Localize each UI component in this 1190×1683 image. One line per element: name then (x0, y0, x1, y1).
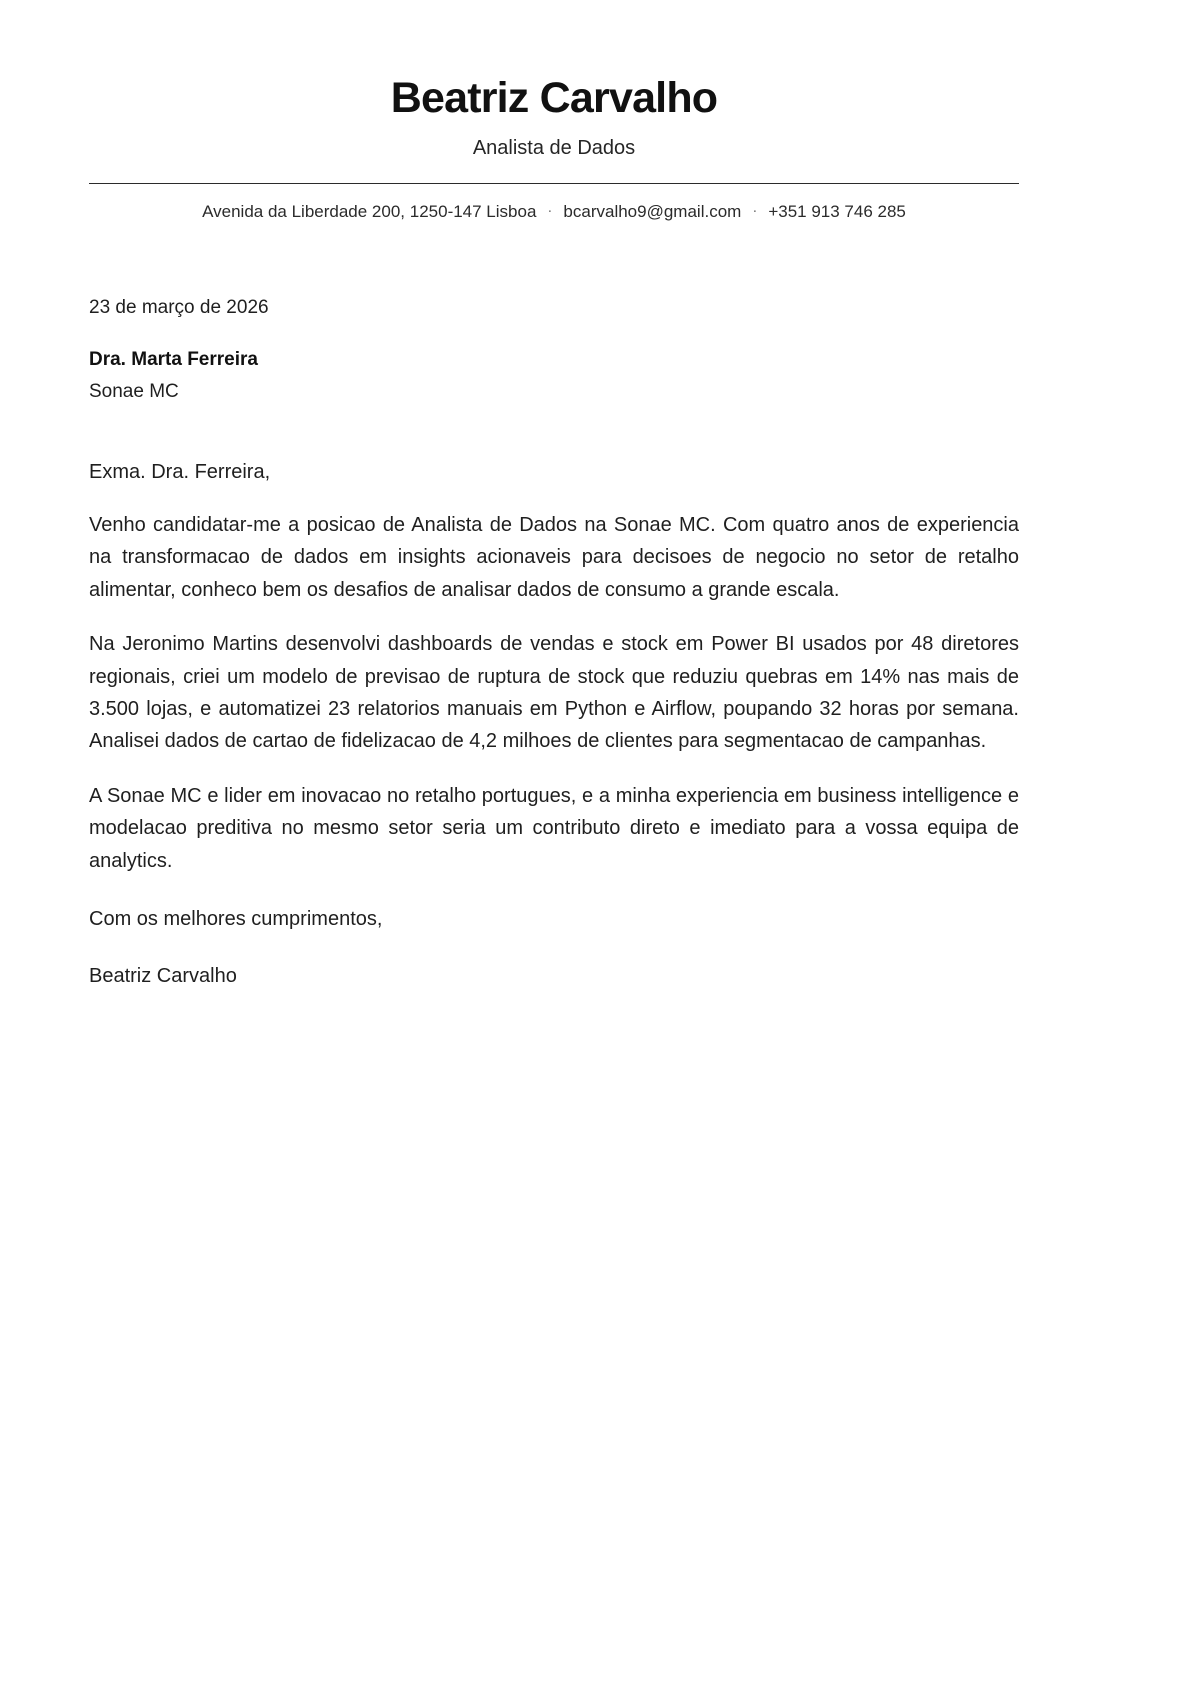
contact-address: Avenida da Liberdade 200, 1250-147 Lisboa (202, 202, 537, 222)
letter-body (89, 295, 1019, 991)
candidate-name: Beatriz Carvalho (390, 74, 718, 122)
recipient-company: Sonae MC (89, 381, 179, 403)
closing-line: Com os melhores cumprimentos, (89, 907, 383, 930)
body-paragraph-2: Na Jeronimo Martins desenvolvi dashboards de vendas e stock em Power BI usados por 48 diretores regionais, criei um modelo de previsao de ruptura de stock que reduziu quebras em 14% nas mais de 3.500 lojas, e automatizei 23 relatorios manuais em Python e Airflow, poupando 32 horas por semana. Analisei dados de cartao de fidelizacao de 4,2 milhoes de clientes para segmentacao de campanhas. (89, 633, 1019, 753)
contact-email[interactable]: bcarvalho9@gmail.com (563, 202, 742, 222)
letter-date: 23 de março de 2026 (89, 297, 269, 319)
contact-phone[interactable]: +351 913 746 285 (768, 202, 906, 222)
body-paragraph-1: Venho candidatar-me a posicao de Analista de Dados na Sonae MC. Com quatro anos de experiencia na transformacao de dados em insights acionaveis para decisoes de negocio no setor de retalho alimentar, conheco bem os desafios de analisar dados de consumo a grande escala. (89, 514, 1019, 601)
contact-separator-icon: · (547, 202, 553, 220)
body-paragraph-3: A Sonae MC e lider em inovacao no retalho portugues, e a minha experiencia em business intelligence e modelacao preditiva no mesmo setor seria um contributo direto e imediato para a vossa equipa de analytics. (89, 784, 1019, 872)
candidate-role: Analista de Dados (472, 137, 636, 160)
header-divider (89, 183, 1019, 184)
contact-line (89, 201, 1019, 223)
salutation: Exma. Dra. Ferreira, (89, 461, 271, 484)
letterhead (89, 0, 1019, 223)
contact-separator-icon: · (752, 202, 758, 220)
recipient-block (89, 347, 1019, 406)
signature-name: Beatriz Carvalho (89, 964, 237, 987)
letter-sheet (89, 0, 1019, 1011)
recipient-name: Dra. Marta Ferreira (89, 348, 258, 370)
